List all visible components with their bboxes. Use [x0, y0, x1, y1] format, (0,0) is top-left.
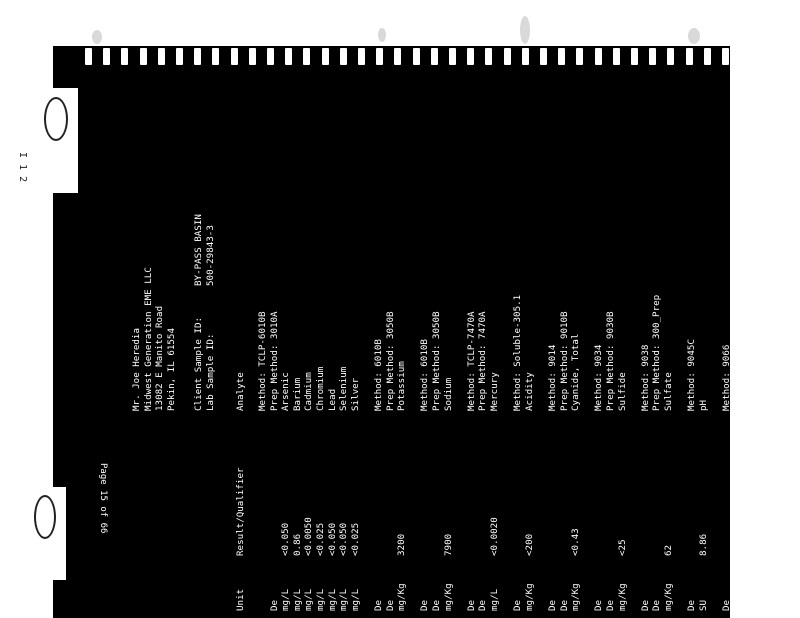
analyte-cell: pH — [697, 399, 709, 411]
unit-cell: De — [384, 599, 396, 611]
analyte-cell: Sulfate — [663, 372, 674, 411]
unit-cell: De — [477, 599, 489, 611]
analyte-cell: Method: Soluble-305.1 — [512, 294, 524, 411]
unit-cell: De — [651, 599, 663, 611]
unit-cell: De — [268, 599, 280, 611]
address-line: Pekin, IL 61554 — [165, 328, 177, 411]
result-cell: <0.0050 — [303, 517, 315, 556]
binder-ring-top — [44, 97, 68, 141]
unit-cell: De — [605, 599, 616, 611]
analyte-cell: Prep Method: 3050B — [384, 311, 396, 411]
analyte-cell: Method: TCLP-7470A — [465, 311, 477, 411]
unit-cell: mg/L — [315, 588, 326, 611]
result-cell: 3200 — [396, 533, 408, 556]
client-sample-id-label: Client Sample ID: — [193, 316, 204, 411]
unit-cell: De — [547, 599, 558, 611]
analyte-cell: Method: TCLP-6010B — [257, 311, 268, 411]
analyte-cell: Mercury — [489, 372, 500, 411]
binder-ring-bottom — [34, 495, 56, 539]
unit-cell: De — [686, 599, 698, 611]
perforation-hole — [85, 48, 92, 65]
analyte-cell: Chromium — [315, 366, 326, 411]
lab-sample-id-value: 500-29843-3 — [204, 225, 216, 286]
analyte-cell: Sodium — [442, 377, 454, 411]
result-cell: <0.0020 — [489, 517, 500, 556]
analyte-cell: Method: 6010B — [419, 339, 431, 411]
result-cell: 7900 — [442, 533, 454, 556]
unit-cell: De — [721, 599, 732, 611]
unit-cell: De — [512, 599, 524, 611]
binder-tab-label: I 1 2 — [17, 152, 28, 183]
unit-cell: mg/L — [326, 588, 338, 611]
scan-speck — [520, 16, 530, 44]
analyte-cell: Cadmium — [303, 372, 315, 411]
analyte-cell: Cyanide, Total — [570, 333, 582, 411]
unit-cell: mg/L — [489, 588, 500, 611]
column-header-analyte: Analyte — [235, 372, 246, 411]
unit-cell: mg/L — [338, 588, 350, 611]
result-cell: <0.050 — [326, 522, 338, 556]
result-cell: <25 — [616, 539, 628, 556]
unit-cell: De — [419, 599, 431, 611]
analyte-cell: Silver — [349, 377, 361, 411]
unit-cell: mg/L — [349, 588, 361, 611]
scan-speck — [688, 28, 700, 44]
result-cell: 8.86 — [697, 533, 709, 556]
analyte-cell: Sulfide — [616, 372, 628, 411]
analyte-cell: Method: 9071B — [755, 339, 767, 411]
perforation-hole — [121, 48, 128, 65]
unit-cell: De — [639, 599, 651, 611]
unit-cell: mg/L — [303, 588, 315, 611]
unit-cell: De — [373, 599, 384, 611]
analyte-cell: Method: 9045C — [686, 339, 698, 411]
analyte-cell: Lead — [326, 388, 338, 411]
unit-cell: De — [431, 599, 442, 611]
analyte-cell: Method: 6010B — [373, 339, 384, 411]
analyte-cell: Prep Method: 3050B — [431, 311, 442, 411]
page-number: Page 15 of 66 — [98, 463, 108, 534]
scan-speck — [92, 30, 102, 44]
analyte-cell: Prep Method: Distill/Phenol — [732, 261, 744, 411]
unit-cell: mg/L — [280, 588, 292, 611]
unit-cell: De — [755, 599, 767, 611]
unit-cell: mg/Kg — [616, 583, 628, 611]
analyte-cell: Method: 9034 — [593, 344, 605, 411]
report-body — [131, 56, 791, 616]
analyte-cell: Selenium — [338, 366, 350, 411]
unit-cell: mg/Kg — [523, 583, 535, 611]
analyte-cell: Method: 9066 — [721, 344, 732, 411]
unit-cell: SU — [697, 599, 709, 611]
analyte-cell: Method: 9038 — [639, 344, 651, 411]
result-cell: 7.8 — [744, 539, 756, 556]
result-cell: <0.43 — [570, 528, 582, 556]
scan-speck — [378, 28, 386, 42]
result-cell: 0.86 — [291, 533, 303, 556]
address-line: Mr. Joe Heredia — [131, 328, 142, 411]
unit-cell: De — [558, 599, 570, 611]
unit-cell: De — [732, 599, 744, 611]
analyte-cell: Prep Method: 9030B — [605, 311, 616, 411]
lab-sample-id-label: Lab Sample ID: — [204, 333, 216, 411]
analyte-cell: Prep Method: 3010A — [268, 311, 280, 411]
analyte-cell: Prep Method: 7470A — [477, 311, 489, 411]
analyte-cell: Barium — [291, 377, 303, 411]
client-sample-id-value: BY-PASS BASIN — [193, 214, 204, 286]
result-cell: <0.025 — [315, 522, 326, 556]
unit-cell: De — [465, 599, 477, 611]
column-header-unit: Unit — [235, 588, 246, 611]
unit-cell: De — [593, 599, 605, 611]
result-cell: 62 — [663, 544, 674, 556]
result-cell: <0.050 — [338, 522, 350, 556]
binder-tab-bottom — [0, 487, 66, 580]
unit-cell: mg/Kg — [570, 583, 582, 611]
result-cell: <200 — [523, 533, 535, 556]
analyte-cell: Arsenic — [280, 372, 292, 411]
analyte-cell: Prep Method: 300_Prep — [651, 294, 663, 411]
unit-cell: mg/Kg — [744, 583, 756, 611]
column-header-result: Result/Qualifier — [235, 467, 246, 556]
analyte-cell: Method: 9014 — [547, 344, 558, 411]
analyte-cell: Phenolics, Total Recoverable — [744, 256, 756, 411]
result-cell: <0.050 — [280, 522, 292, 556]
analyte-cell: Potassium — [396, 361, 408, 411]
unit-cell: mg/Kg — [442, 583, 454, 611]
binder-tab-top — [0, 88, 78, 193]
result-cell: <0.025 — [349, 522, 361, 556]
unit-cell: mg/Kg — [663, 583, 674, 611]
perforation-hole — [103, 48, 110, 65]
analyte-cell: Acidity — [523, 372, 535, 411]
analyte-cell: Prep Method: 9010B — [558, 311, 570, 411]
unit-cell: mg/Kg — [396, 583, 408, 611]
address-line: Midwest Generation EME LLC — [142, 267, 154, 411]
address-line: 13082 E Manito Road — [154, 305, 166, 411]
unit-cell: mg/L — [291, 588, 303, 611]
